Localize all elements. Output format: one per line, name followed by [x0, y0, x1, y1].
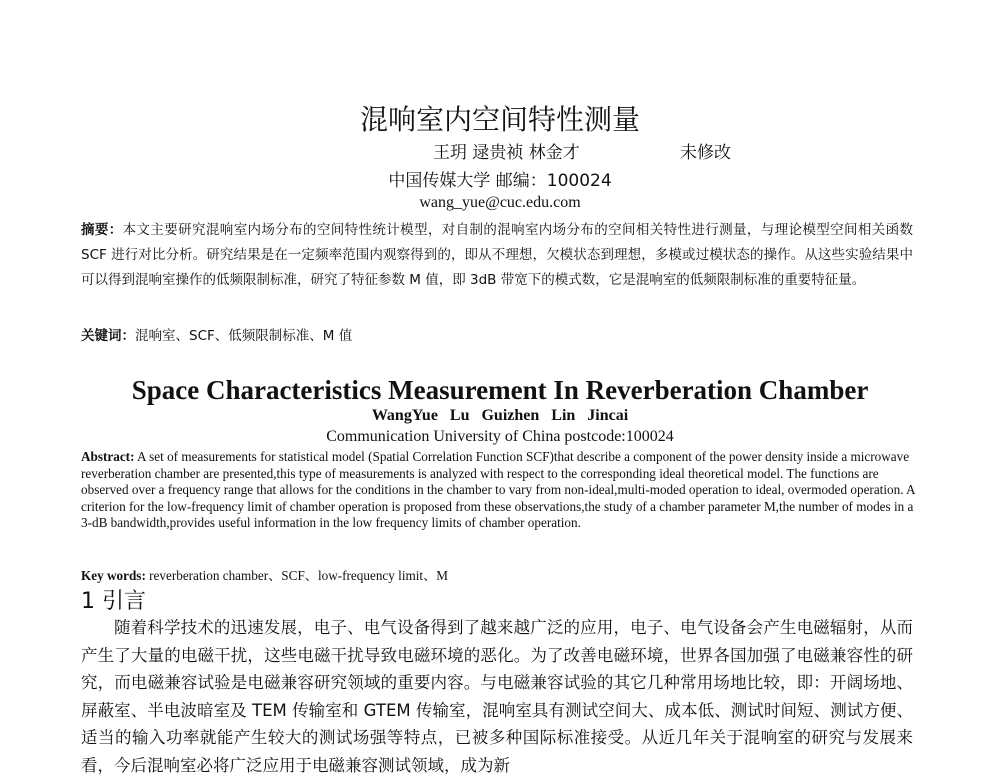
english-keywords	[81, 565, 448, 584]
chinese-keywords	[81, 324, 352, 344]
author-email: wang_yue@cuc.edu.com	[419, 194, 581, 211]
revision-note: 未修改	[680, 143, 731, 163]
chinese-affiliation: 中国传媒大学 邮编：100024	[388, 171, 612, 191]
section-body: 随着科学技术的迅速发展，电子、电气设备得到了越来越广泛的应用，电子、电气设备会产生电磁辐射，从而产生了大量的电磁干扰，这些电磁干扰导致电磁环境的恶化。为了改善电磁环境，世界各国加强了电磁兼容性的研究，而电磁兼容试验是电磁兼容研究领域的重要内容。与电磁兼容试验的其它几种常用场地比较，即：开阔场地、屏蔽室、半电波暗室及 TEM 传输室和 GTEM 传输室，混响室具有测试空间大、成本低、测试时间短、测试方便、适当的输入功率就能产生较大的测试场强等特点，已被多种国际标准接受。从近几年关于混响室的研究与发展来看，今后混响室必将广泛应用于电磁兼容测试领域，成为新	[81, 618, 913, 775]
chinese-authors: 王玥 逯贵祯 林金才	[433, 143, 580, 163]
english-abstract-label: Abstract:	[81, 449, 135, 464]
english-authors: WangYue Lu Guizhen Lin Jincai	[371, 407, 629, 424]
section-heading: 1 引言	[81, 589, 146, 614]
chinese-abstract	[81, 218, 913, 293]
english-affiliation: Communication University of China postcode:100024	[326, 428, 674, 445]
english-abstract-text: A set of measurements for statistical model (Spatial Correlation Function SCF)that describe a component of the power density inside a microwave reverberation chamber are presented,this type of measurements is analyzed with respect to the corresponding ideal theoretical model. The functions are observed over a frequency range that allows for the conditions in the chamber to vary from non-ideal,multi-moded operation to ideal, overmoded operation. A criterion for the low-frequency limit of chamber operation is proposed from these observations,the study of a chamber parameter M,the number of modes in a 3-dB bandwidth,provides useful information in the low frequency limits of chamber operation.	[81, 449, 915, 530]
chinese-keywords-text: 混响室、SCF、低频限制标准、M 值	[135, 328, 353, 344]
english-keywords-text: reverberation chamber、SCF、low-frequency limit、M	[145, 568, 448, 583]
chinese-abstract-label: 摘要：	[81, 222, 123, 238]
chinese-abstract-text: 本文主要研究混响室内场分布的空间特性统计模型，对自制的混响室内场分布的空间相关特性进行测量，与理论模型空间相关函数 SCF 进行对比分析。研究结果是在一定频率范围内观察得到的，即从不理想，欠模状态到理想，多模或过模状态的操作。从这些实验结果中可以得到混响室操作的低频限制标准，研究了特征参数 M 值，即 3dB 带宽下的模式数，它是混响室的低频限制标准的重要特征量。	[81, 222, 914, 288]
chinese-title: 混响室内空间特性测量	[359, 103, 640, 136]
chinese-author-row	[0, 138, 1000, 162]
chinese-keywords-label: 关键词：	[81, 328, 135, 344]
english-title: Space Characteristics Measurement In Reverberation Chamber	[131, 375, 869, 405]
english-abstract	[81, 449, 921, 532]
english-keywords-label: Key words:	[81, 568, 146, 583]
